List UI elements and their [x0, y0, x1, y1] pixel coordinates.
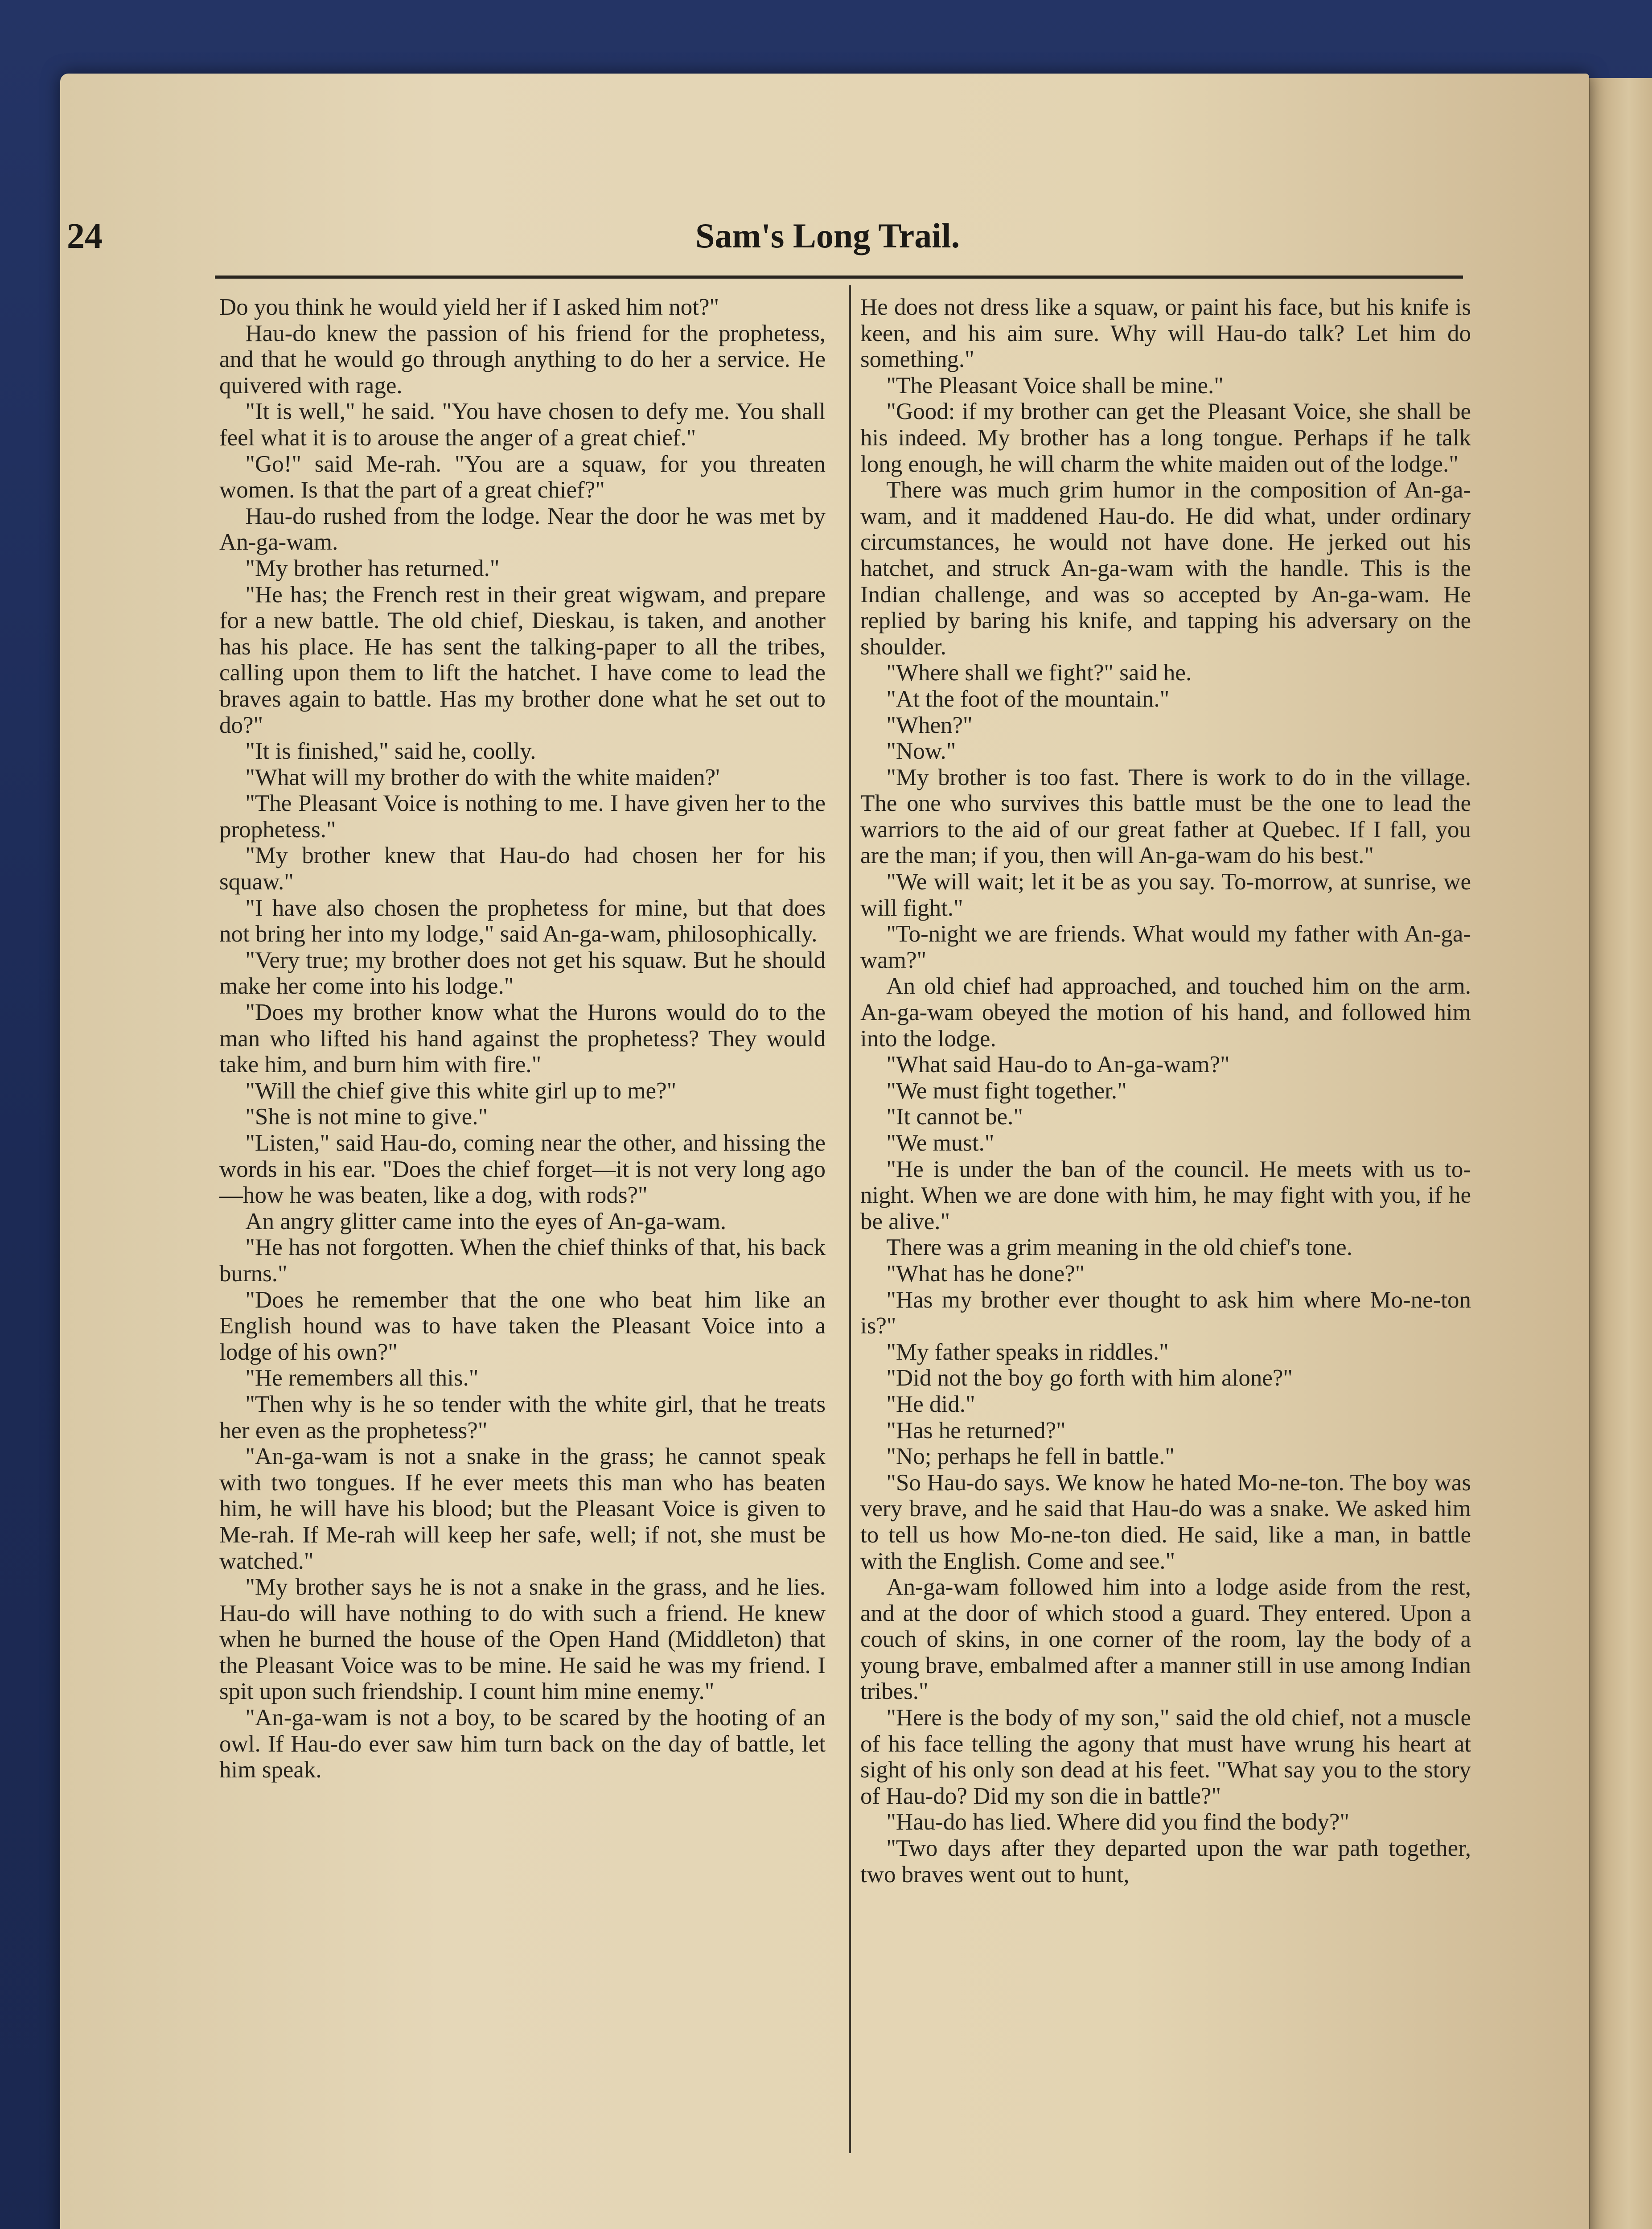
paragraph: "What has he done?"	[886, 1260, 1085, 1287]
paragraph: "We must fight together."	[886, 1077, 1127, 1104]
paragraph: "Very true; my brother does not get his squaw. But he should make her come into his lodge."	[219, 947, 826, 999]
paragraph: "My brother is too fast. There is work to do in the village. The one who survives this battle must be the one to lead the warriors to the aid of our great father at Quebec. If I fall, you are the man; if you, then will An-ga-wam do his best."	[860, 764, 1471, 869]
paragraph: "An-ga-wam is not a boy, to be scared by the hooting of an owl. If Hau-do ever saw him turn back on the day of battle, let him speak.	[219, 1705, 826, 1783]
column-divider	[849, 285, 851, 2153]
paragraph: "He has; the French rest in their great wigwam, and prepare for a new battle. The old chief, Dieskau, is taken, and another has his place. He has sent the talking-paper to all the tribes, calling upon them to lift the hatchet. I have come to lead the braves again to battle. Has my brother done what he set out to do?"	[219, 581, 826, 738]
paragraph: He does not dress like a squaw, or paint his face, but his knife is keen, and his aim sure. Why will Hau-do talk? Let him do something."	[860, 294, 1471, 373]
paragraph: "My brother has returned."	[245, 555, 500, 581]
paragraph: "An-ga-wam is not a snake in the grass; he cannot speak with two tongues. If he ever meets this man who has beaten him, he will have his blood; but the Pleasant Voice is given to Me-rah. If Me-rah will keep her safe, well; if not, she must be watched."	[219, 1444, 826, 1574]
paragraph: Do you think he would yield her if I asked him not?"	[219, 294, 719, 320]
paragraph: "It is well," he said. "You have chosen to defy me. You shall feel what it is to arouse the anger of a great chief."	[219, 399, 826, 451]
running-title: Sam's Long Trail.	[695, 216, 960, 255]
paragraph: "He has not forgotten. When the chief thinks of that, his back burns."	[219, 1234, 826, 1287]
paragraph: "So Hau-do says. We know he hated Mo-ne-ton. The boy was very brave, and he said that Hau-do was a snake. We asked him to tell us how Mo-ne-ton died. He said, like a man, in battle with the English. Come and see."	[860, 1469, 1471, 1574]
paragraph: "Listen," said Hau-do, coming near the other, and hissing the words in his ear. "Does the chief forget—it is not very long ago—how he was beaten, like a dog, with rods?"	[219, 1130, 826, 1209]
paragraph: "We must."	[886, 1130, 994, 1156]
paragraph: There was a grim meaning in the old chief's tone.	[886, 1234, 1352, 1261]
paragraph: "What said Hau-do to An-ga-wam?"	[886, 1052, 1230, 1078]
paragraph: "Now."	[886, 738, 956, 765]
paragraph: An-ga-wam followed him into a lodge aside from the rest, and at the door of which stood a guard. They entered. Upon a couch of skins, in one corner of the room, lay the body of a young brave, embalmed after a manner still in use among Indian tribes."	[860, 1574, 1471, 1705]
paragraph: "I have also chosen the prophetess for mine, but that does not bring her into my lodge," said An-ga-wam, philosophically.	[219, 895, 826, 947]
header-rule	[215, 276, 1463, 279]
paragraph: Hau-do rushed from the lodge. Near the door he was met by An-ga-wam.	[219, 503, 826, 555]
paragraph: "At the foot of the mountain."	[886, 686, 1170, 712]
paragraph: "It is finished," said he, coolly.	[245, 738, 536, 765]
paragraph: "The Pleasant Voice shall be mine."	[886, 372, 1224, 399]
paragraph: "He did."	[886, 1391, 975, 1417]
paragraph: "What will my brother do with the white maiden?'	[245, 764, 720, 790]
paragraph: "Did not the boy go forth with him alone?"	[886, 1365, 1293, 1391]
paragraph: "Good: if my brother can get the Pleasant Voice, she shall be his indeed. My brother has a long tongue. Perhaps if he talk long enough, he will charm the white maiden out of the lodge."	[860, 399, 1471, 477]
paragraph: Hau-do knew the passion of his friend for the prophetess, and that he would go through anything to do her a service. He quivered with rage.	[219, 320, 826, 399]
paragraph: There was much grim humor in the composition of An-ga-wam, and it maddened Hau-do. He did what, under ordinary circumstances, he would not have done. He jerked out his hatchet, and struck An-ga-wam with the handle. This is the Indian challenge, and was so accepted by An-ga-wam. He replied by baring his knife, and tapping his adversary on the shoulder.	[860, 477, 1471, 660]
paragraph: "Will the chief give this white girl up to me?"	[245, 1077, 677, 1104]
left-column	[219, 294, 826, 1783]
paragraph: "When?"	[886, 712, 973, 738]
paragraph: An old chief had approached, and touched him on the arm. An-ga-wam obeyed the motion of his hand, and followed him into the lodge.	[860, 973, 1471, 1052]
paragraph: "Has he returned?"	[886, 1417, 1066, 1444]
paragraph: "She is not mine to give."	[245, 1104, 488, 1130]
paragraph: "Has my brother ever thought to ask him where Mo-ne-ton is?"	[860, 1287, 1471, 1339]
adjacent-page-edge	[1587, 78, 1652, 2229]
paragraph: "Then why is he so tender with the white girl, that he treats her even as the prophetess?"	[219, 1391, 826, 1444]
paragraph: "Does my brother know what the Hurons would do to the man who lifted his hand against the prophetess? They would take him, and burn him with fire."	[219, 999, 826, 1078]
paragraph: "Does he remember that the one who beat him like an English hound was to have taken the Pleasant Voice into a lodge of his own?"	[219, 1287, 826, 1365]
paragraph: "Here is the body of my son," said the old chief, not a muscle of his face telling the agony that must have wrung his heart at sight of his only son dead at his feet. "What say you to the story of Hau-do? Did my son die in battle?"	[860, 1705, 1471, 1809]
right-column	[860, 294, 1471, 1888]
paragraph: "He remembers all this."	[245, 1365, 479, 1391]
paragraph: "Go!" said Me-rah. "You are a squaw, for you threaten women. Is that the part of a great chief?"	[219, 451, 826, 503]
paragraph: "We will wait; let it be as you say. To-morrow, at sunrise, we will fight."	[860, 869, 1471, 921]
paragraph: "My father speaks in riddles."	[886, 1339, 1169, 1365]
paragraph: "Two days after they departed upon the war path together, two braves went out to hunt,	[860, 1835, 1471, 1888]
paragraph: "Where shall we fight?" said he.	[886, 660, 1192, 686]
paragraph: "To-night we are friends. What would my father with An-ga-wam?"	[860, 921, 1471, 973]
page-number: 24	[67, 217, 103, 256]
paragraph: "Hau-do has lied. Where did you find the body?"	[886, 1809, 1350, 1835]
paragraph: "He is under the ban of the council. He meets with us to-night. When we are done with him, he may fight with you, if he be alive."	[860, 1156, 1471, 1234]
paragraph: "No; perhaps he fell in battle."	[886, 1444, 1175, 1470]
paragraph: "My brother says he is not a snake in the grass, and he lies. Hau-do will have nothing to do with such a friend. He knew when he burned the house of the Open Hand (Middleton) that the Pleasant Voice was to be mine. He said he was my friend. I spit upon such friendship. I count him mine enemy."	[219, 1574, 826, 1705]
paragraph: "My brother knew that Hau-do had chosen her for his squaw."	[219, 843, 826, 895]
paragraph: An angry glitter came into the eyes of An-ga-wam.	[245, 1208, 727, 1234]
paragraph: "The Pleasant Voice is nothing to me. I have given her to the prophetess."	[219, 790, 826, 843]
paragraph: "It cannot be."	[886, 1104, 1023, 1130]
